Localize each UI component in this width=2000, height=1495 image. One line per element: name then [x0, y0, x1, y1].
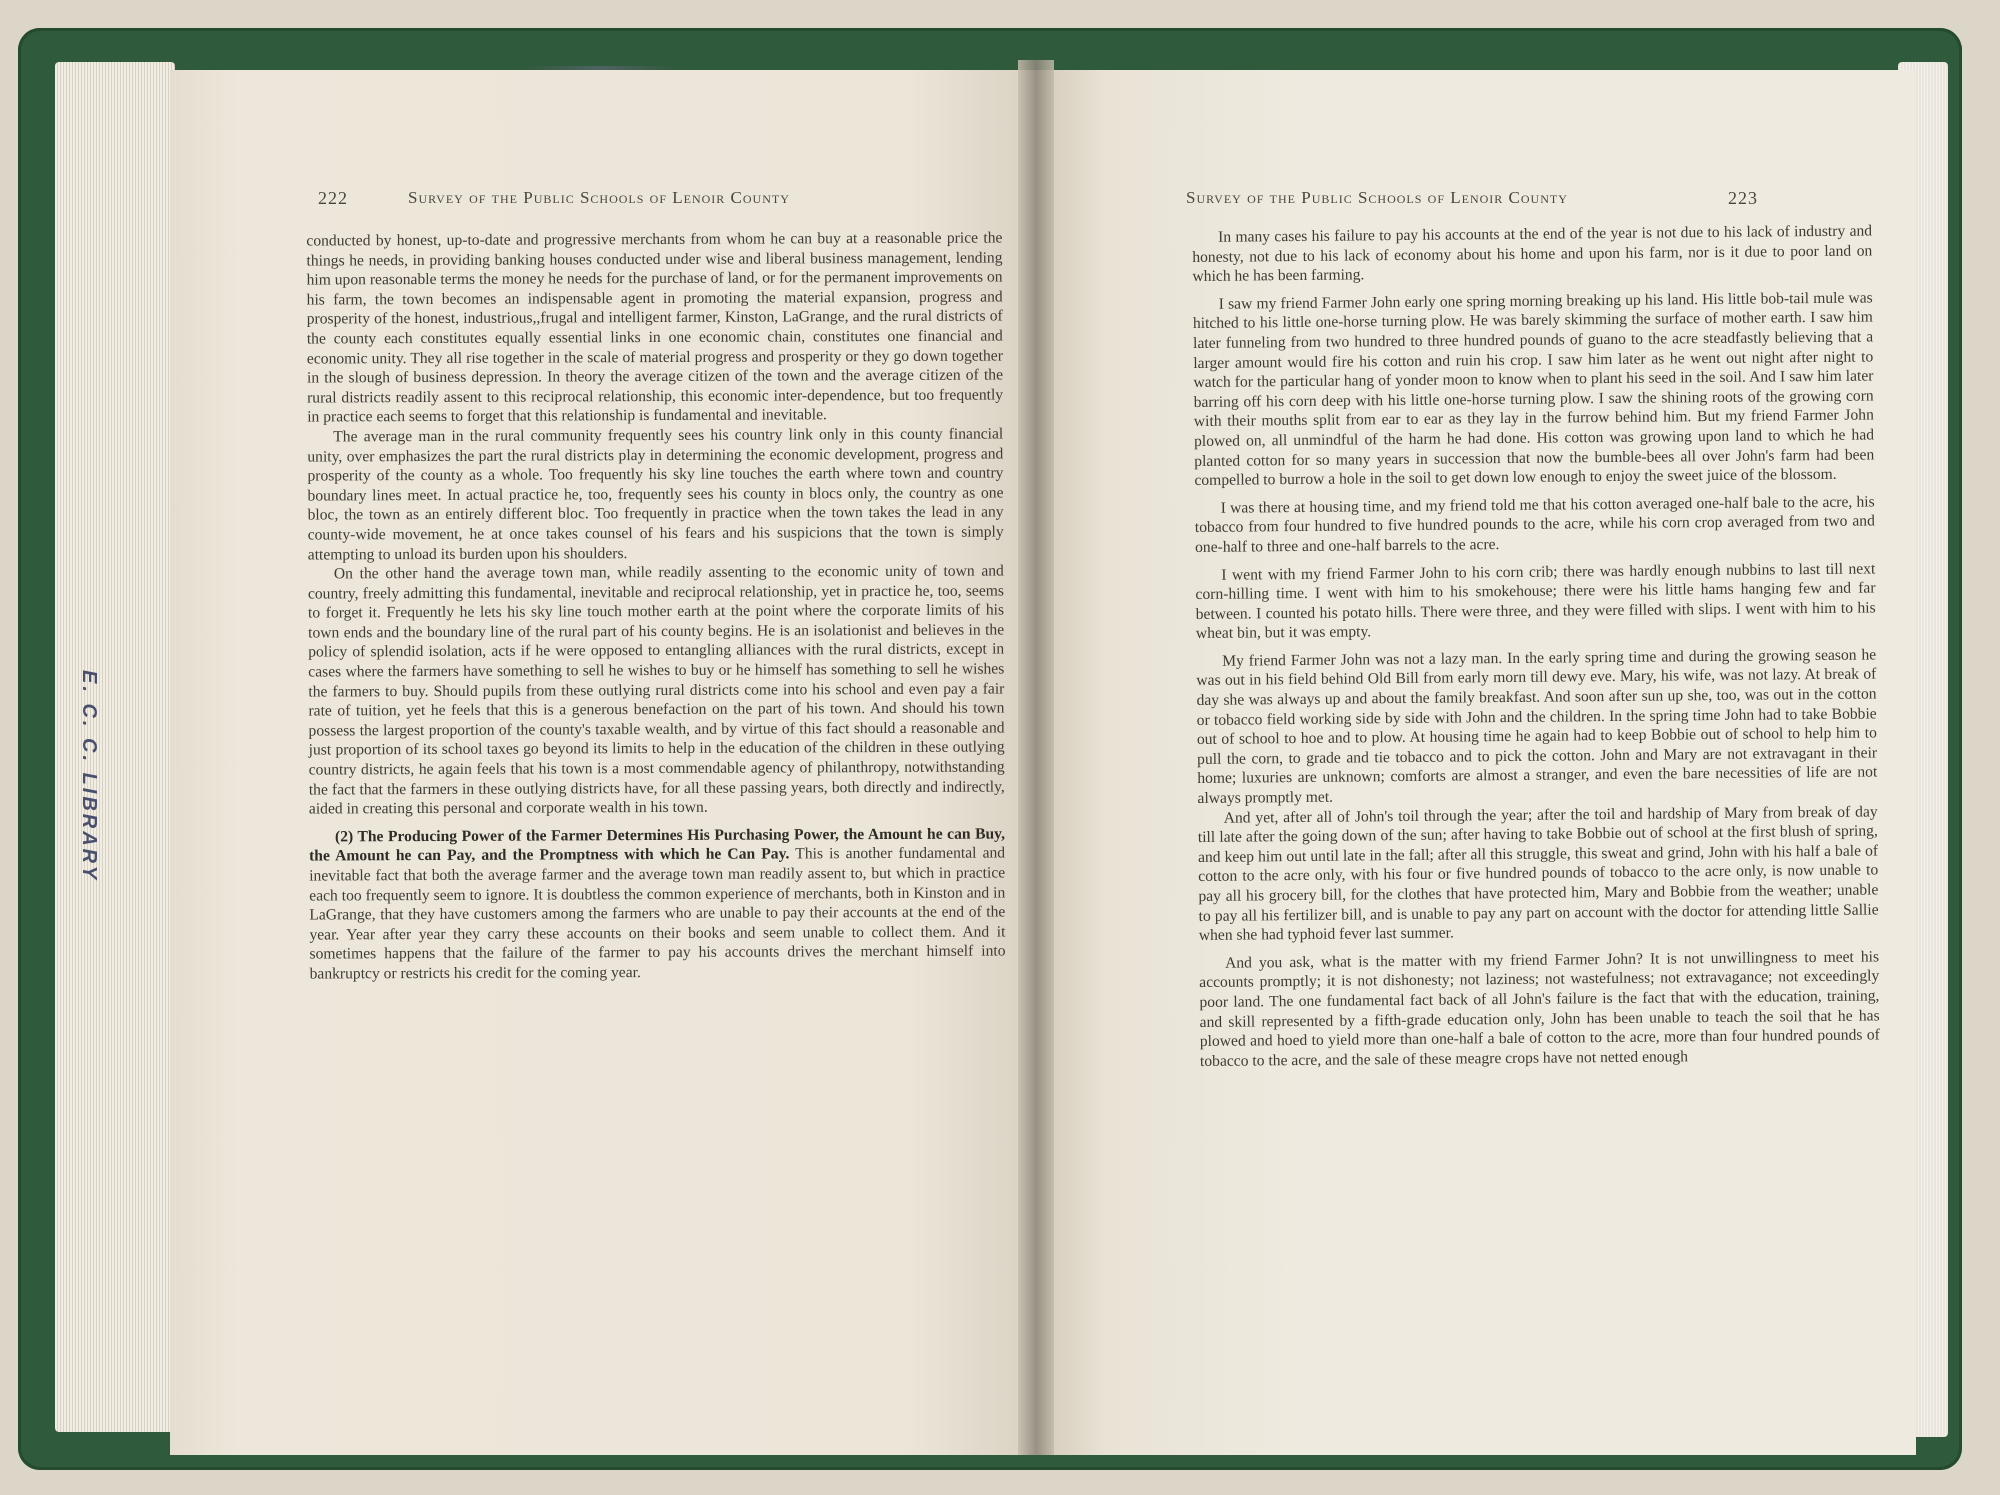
section-paragraph [309, 824, 1006, 984]
paragraph: I went with my friend Farmer John to his corn crib; there was hardly enough nubbins to last till next corn-hilling time. I went with him to his smokehouse; there were his little hams hanging few and far between. I counted his potato hills. There were three, and they were filled with slips. I went with him to his wheat bin, but it was empty. [1195, 559, 1876, 643]
paragraph: And you ask, what is the matter with my friend Farmer John? It is not unwillingness to meet his accounts promptly; it is not dishonesty; not laziness; not wastefulness; not extravagance; not exceedingly poor land. The one fundamental fact back of all John's failure is the fact that with the education, training, and skill represented by a fifth-grade education only, John has been unable to teach the soil that he has plowed and hoed to yield more than one-half a bale of cotton to the acre, more than four hundred pounds of tobacco to the acre, and the sale of these meagre crops have not netted enough [1199, 948, 1880, 1070]
page-number-left: 222 [318, 188, 348, 208]
left-page [170, 70, 1036, 1455]
paragraph: I saw my friend Farmer John early one spring morning breaking up his land. His little bob-tail mule was hitched to his little one-horse turning plow. He was barely skimming the surface of mother earth. I saw him later funneling from two hundred to three hundred pounds of guano to the acre steadfastly believing that a larger amount would fire his cotton and ruin his crop. I saw him later as he went out night after night to watch for the particular hang of yonder moon to know when to plant his seed in the soil. And I saw him later barring off his corn deep with his little one-horse turning plow. I saw the shining roots of the growing corn with their mouths split from ear to ear as they lay in the furrow behind him. But my friend Farmer John plowed on, all unmindful of the harm he had done. His cotton was growing upon land to which he had planted cotton for so many years in succession that now the bumble-bees all over John's farm had been compelled to burrow a hole in the soil to get down low enough to enjoy the sweet juice of the blossom. [1192, 289, 1875, 490]
section-heading: (2) The Producing Power of the Farmer Determines His Purchasing Power, the Amount he can Buy, the Amount he can Pay, and the Promptness with which he Can Pay. [309, 825, 1006, 865]
paragraph: In many cases his failure to pay his accounts at the end of the year is not due to his lack of industry and honesty, not due to his lack of economy about his home and upon his farm, nor is it due to poor land on which he has been farming. [1192, 222, 1873, 286]
section-text: This is another fundamental and inevitable fact that both the average farmer and the average town man readily assent to, but which in practice each too frequently seem to ignore. It is doubtless the common experience of merchants, both in Kinston and in LaGrange, that they have customers among the farmers who are unable to pay their accounts at the end of the year. Year after year they carry these accounts on their books and seem unable to collect them. And it sometimes happens that the failure of the farmer to pay his accounts drives the merchant himself into bankruptcy or restricts his credit for the coming year. [309, 844, 1006, 983]
left-page-body [306, 228, 1005, 984]
running-head-left: Survey of the Public Schools of Lenoir County [408, 188, 790, 207]
library-stamp: E. C. C. LIBRARY [78, 670, 100, 883]
paragraph: The average man in the rural community frequently sees his country link only in this county financial unity, over emphasizes the part the rural districts play in determining the economic development, progress and prosperity of the county as a whole. Too frequently his sky line touches the earth where town and country boundary lines meet. In actual practice he, too, frequently sees his county in blocs only, the country as one bloc, the town as an entirely different bloc. Too frequently in practice when the town takes the lead in any county-wide movement, he at once takes counsel of his fears and his suspicions that the town is simply attempting to unload its burden upon his shoulders. [307, 425, 1004, 564]
right-page-body [1192, 221, 1880, 1071]
book-gutter [1018, 60, 1054, 1455]
paragraph: I was there at housing time, and my friend told me that his cotton averaged one-half bale to the acre, his tobacco from four hundred to five hundred pounds to the acre, while his corn crop averaged from two and one-half to three and one-half barrels to the acre. [1194, 493, 1875, 556]
paragraph: On the other hand the average town man, while readily assenting to the economic unity of town and country, freely admitting this fundamental, inevitable and reciprocal relationship, yet in practice he, too, seems to forget it. Frequently he lets his sky line touch mother earth at the point where the corporate limits of his town ends and the boundary line of the rural part of his county begins. He is an isolationist and believes in the policy of splendid isolation, acts if he were opposed to entangling alliances with the rural districts, except in cases where the farmers have something to sell he wishes to buy or he himself has something to sell he wishes the farmers to buy. Should pupils from these outlying rural districts come into his school and even pay a fair rate of tuition, yet he feels that this is a generous benefaction on the part of his town. And should his town possess the largest proportion of the county's taxable wealth, and by virtue of this fact should a reasonable and just proportion of its school taxes go beyond its limits to help in the education of the children in these outlying country districts, he again feels that his town is a most commendable agency of philanthropy, notwithstanding the fact that the farmers in these outlying districts have, for all these passing years, both directly and indirectly, aided in creating this personal and corporate wealth in his town. [307, 562, 1005, 818]
paragraph: My friend Farmer John was not a lazy man. In the early spring time and during the growing season he was out in his field behind Old Bill from early morn till dewy eve. Mary, his wife, was not lazy. At break of day she was always up and about the family breakfast. And soon after sun up she, too, was out in the cotton or tobacco field working side by side with John and the children. In the spring time John had to take Bobbie out of school to hoe and to plow. At housing time he again had to keep Bobbie out of school to help him to pull the corn, to grade and tie tobacco and to pick the cotton. John and Mary are not extravagant in their home; luxuries are unknown; comforts are almost a stranger, and even the bare necessities of life are not always promptly met. [1196, 646, 1878, 808]
running-head-right: Survey of the Public Schools of Lenoir County [1186, 188, 1568, 207]
page-edges-left [55, 62, 175, 1432]
right-page [1036, 70, 1916, 1455]
paragraph: And yet, after all of John's toil through the year; after the toil and hardship of Mary from break of day till late after the going down of the sun; after having to take Bobbie out of school at the first blush of spring, and keep him out until late in the fall; after all this struggle, this sweat and grind, John with his half a bale of cotton to the acre only, with his four or five hundred pounds of tobacco to the acre only, is now unable to pay all his grocery bill, for the clothes that have protected him, Mary and Bobbie from the weather; unable to pay all his fertilizer bill, and is unable to pay any part on account with the doctor for attending little Sallie when she had typhoid fever last summer. [1197, 803, 1879, 945]
paragraph: conducted by honest, up-to-date and progressive merchants from whom he can buy at a reasonable price the things he needs, in providing banking houses conducted under wise and liberal business management, lending him upon reasonable terms the money he needs for the purchase of land, or for the permanent improvements on his farm, the town becomes an indispensable agent in promoting the material expansion, progress and prosperity of the honest, industrious,,frugal and intelligent farmer, Kinston, LaGrange, and the rural districts of the county each constitutes equally essential links in one economic chain, constitutes one financial and economic unity. They all rise together in the scale of material progress and prosperity or they go down together in the slough of business depression. In theory the average citizen of the town and the average citizen of the rural districts readily assent to this reciprocal relationship, this economic inter-dependence, but too frequently in practice each seems to forget that this relationship is fundamental and inevitable. [306, 229, 1004, 426]
page-number-right: 223 [1728, 188, 1758, 208]
